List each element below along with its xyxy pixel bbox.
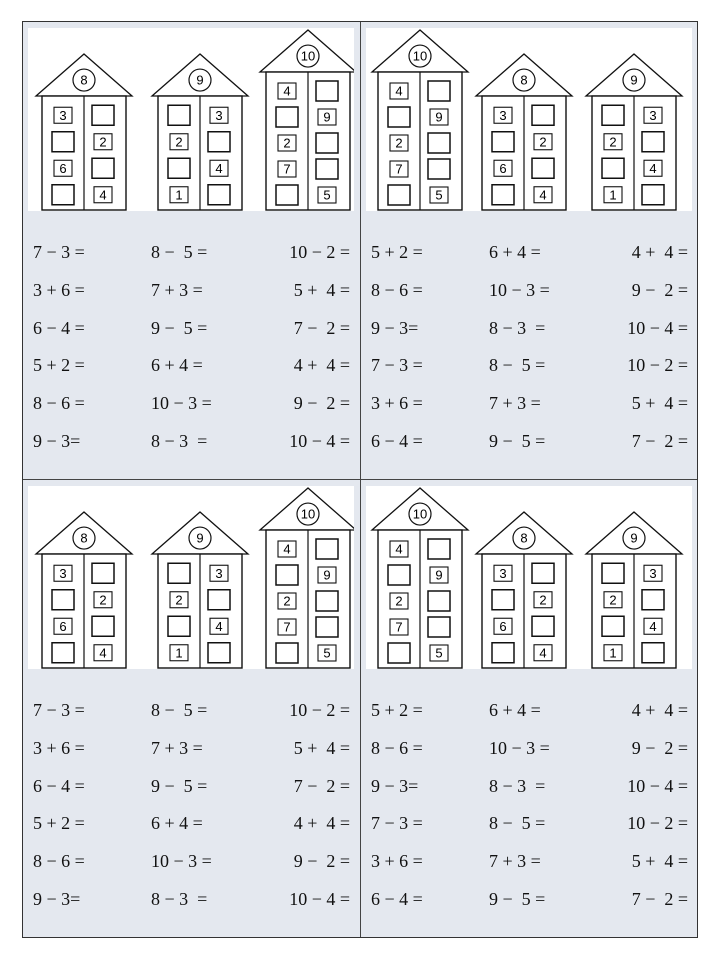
house-number: 10	[300, 506, 316, 522]
math-problem: 9 − 3=	[33, 889, 81, 909]
window-box	[602, 105, 624, 125]
window-box	[316, 591, 338, 611]
window-number: 6	[59, 618, 67, 634]
window-number: 2	[539, 592, 547, 608]
math-problem: 8 − 5 =	[489, 355, 546, 375]
worksheet-panel	[23, 480, 360, 937]
window-box	[276, 107, 298, 127]
window-box	[602, 563, 624, 583]
houses-drawing	[28, 486, 354, 669]
window-box	[92, 158, 114, 178]
house-number: 8	[520, 72, 528, 88]
math-problem: 10 − 2 =	[289, 700, 350, 720]
math-problem: 10 − 4 =	[627, 318, 688, 338]
math-problem: 3 + 6 =	[371, 851, 423, 871]
window-number: 2	[283, 593, 291, 609]
window-number: 3	[499, 107, 507, 123]
window-number: 7	[283, 161, 291, 177]
window-number: 3	[215, 565, 223, 581]
math-problem: 6 + 4 =	[151, 813, 203, 833]
problem-row	[361, 280, 698, 306]
math-problem: 8 − 6 =	[371, 280, 423, 300]
math-problem: 8 − 6 =	[33, 851, 85, 871]
window-number: 3	[59, 107, 67, 123]
window-number: 5	[435, 645, 443, 661]
houses-drawing	[366, 486, 692, 669]
window-box	[276, 185, 298, 205]
problem-row	[23, 280, 360, 306]
window-box	[316, 617, 338, 637]
window-number: 4	[99, 645, 107, 661]
window-number: 4	[649, 160, 657, 176]
houses-strip	[28, 28, 354, 211]
house	[476, 54, 572, 210]
math-problem: 4 + 4 =	[293, 813, 350, 833]
math-problem: 5 + 4 =	[293, 280, 350, 300]
math-problem: 9 − 5 =	[489, 889, 546, 909]
window-box	[532, 158, 554, 178]
problem-row	[361, 851, 698, 877]
math-problem: 8 − 3 =	[489, 318, 546, 338]
math-problem: 5 + 2 =	[371, 242, 423, 262]
house	[260, 488, 354, 668]
math-problem: 7 − 2 =	[631, 889, 688, 909]
window-number: 6	[499, 618, 507, 634]
math-problem: 6 − 4 =	[371, 431, 423, 451]
problem-row	[361, 738, 698, 764]
math-problem: 10 − 3 =	[151, 393, 212, 413]
house	[586, 512, 682, 668]
math-problem: 5 + 2 =	[33, 355, 85, 375]
window-box	[642, 590, 664, 610]
window-number: 4	[539, 645, 547, 661]
window-number: 4	[215, 618, 223, 634]
window-number: 1	[609, 187, 617, 203]
window-number: 1	[175, 645, 183, 661]
math-problem: 4 + 4 =	[631, 700, 688, 720]
house-number: 10	[300, 48, 316, 64]
math-problem: 7 − 3 =	[33, 700, 85, 720]
window-box	[388, 643, 410, 663]
window-box	[276, 565, 298, 585]
window-number: 4	[215, 160, 223, 176]
math-problem: 10 − 2 =	[289, 242, 350, 262]
window-number: 4	[283, 83, 291, 99]
window-number: 7	[395, 619, 403, 635]
window-number: 2	[395, 593, 403, 609]
math-problem: 9 − 2 =	[631, 280, 688, 300]
window-number: 2	[175, 592, 183, 608]
window-box	[92, 563, 114, 583]
window-box	[428, 539, 450, 559]
problem-row	[361, 318, 698, 344]
house-number: 9	[630, 72, 638, 88]
window-number: 4	[649, 618, 657, 634]
math-problem: 6 + 4 =	[151, 355, 203, 375]
house	[36, 54, 132, 210]
window-box	[602, 158, 624, 178]
math-problem: 7 + 3 =	[151, 280, 203, 300]
window-box	[276, 643, 298, 663]
window-box	[168, 563, 190, 583]
problem-row	[23, 393, 360, 419]
math-problem: 8 − 5 =	[151, 700, 208, 720]
window-box	[208, 590, 230, 610]
house	[586, 54, 682, 210]
houses-strip	[366, 486, 692, 669]
window-box	[642, 643, 664, 663]
math-problem: 7 − 2 =	[631, 431, 688, 451]
house-number: 10	[412, 48, 428, 64]
window-number: 2	[395, 135, 403, 151]
math-problem: 6 + 4 =	[489, 700, 541, 720]
problem-row	[361, 889, 698, 915]
window-box	[428, 81, 450, 101]
math-problem: 5 + 4 =	[631, 851, 688, 871]
math-problem: 9 − 3=	[371, 776, 419, 796]
window-number: 9	[323, 567, 331, 583]
house	[260, 30, 354, 210]
window-number: 3	[215, 107, 223, 123]
math-problem: 3 + 6 =	[33, 738, 85, 758]
window-box	[52, 643, 74, 663]
math-problem: 9 − 2 =	[293, 393, 350, 413]
worksheet	[22, 21, 698, 938]
house	[152, 512, 248, 668]
problem-row	[23, 242, 360, 268]
window-box	[492, 132, 514, 152]
worksheet-panel	[361, 22, 698, 479]
window-number: 6	[499, 160, 507, 176]
window-box	[642, 185, 664, 205]
math-problem: 9 − 5 =	[489, 431, 546, 451]
math-problem: 5 + 2 =	[371, 700, 423, 720]
window-box	[316, 81, 338, 101]
house-number: 10	[412, 506, 428, 522]
house-number: 9	[196, 530, 204, 546]
house	[372, 30, 468, 210]
houses-drawing	[366, 28, 692, 211]
houses-strip	[366, 28, 692, 211]
math-problem: 9 − 3=	[33, 431, 81, 451]
window-box	[168, 105, 190, 125]
window-number: 5	[323, 187, 331, 203]
math-problem: 7 + 3 =	[151, 738, 203, 758]
window-number: 9	[323, 109, 331, 125]
window-box	[492, 590, 514, 610]
window-number: 4	[283, 541, 291, 557]
math-problem: 7 − 2 =	[293, 776, 350, 796]
window-box	[532, 105, 554, 125]
math-problem: 6 − 4 =	[371, 889, 423, 909]
window-box	[52, 185, 74, 205]
math-problem: 10 − 4 =	[289, 889, 350, 909]
problem-row	[23, 431, 360, 457]
window-number: 2	[283, 135, 291, 151]
problem-row	[361, 242, 698, 268]
math-problem: 7 + 3 =	[489, 851, 541, 871]
math-problem: 5 + 4 =	[631, 393, 688, 413]
house	[152, 54, 248, 210]
problem-row	[23, 813, 360, 839]
math-problem: 7 − 3 =	[371, 813, 423, 833]
math-problem: 7 − 2 =	[293, 318, 350, 338]
window-box	[388, 565, 410, 585]
math-problem: 10 − 4 =	[289, 431, 350, 451]
problem-row	[23, 738, 360, 764]
window-number: 7	[283, 619, 291, 635]
math-problem: 8 − 6 =	[33, 393, 85, 413]
window-number: 2	[539, 134, 547, 150]
window-box	[428, 133, 450, 153]
window-number: 9	[435, 109, 443, 125]
window-box	[316, 539, 338, 559]
window-number: 3	[499, 565, 507, 581]
window-box	[492, 643, 514, 663]
math-problem: 6 − 4 =	[33, 318, 85, 338]
math-problem: 8 − 6 =	[371, 738, 423, 758]
math-problem: 10 − 3 =	[489, 738, 550, 758]
window-box	[168, 158, 190, 178]
window-number: 5	[323, 645, 331, 661]
house	[36, 512, 132, 668]
problem-row	[361, 431, 698, 457]
window-box	[208, 185, 230, 205]
house-number: 9	[196, 72, 204, 88]
window-box	[388, 107, 410, 127]
math-problem: 10 − 4 =	[627, 776, 688, 796]
math-problem: 4 + 4 =	[293, 355, 350, 375]
math-problem: 8 − 3 =	[151, 431, 208, 451]
window-number: 4	[395, 83, 403, 99]
problem-row	[361, 355, 698, 381]
window-number: 3	[59, 565, 67, 581]
math-problem: 10 − 2 =	[627, 355, 688, 375]
problem-row	[23, 355, 360, 381]
window-box	[52, 132, 74, 152]
math-problem: 7 − 3 =	[371, 355, 423, 375]
house-number: 8	[520, 530, 528, 546]
math-problem: 4 + 4 =	[631, 242, 688, 262]
window-number: 1	[175, 187, 183, 203]
math-problem: 8 − 5 =	[151, 242, 208, 262]
problem-row	[23, 776, 360, 802]
math-problem: 7 + 3 =	[489, 393, 541, 413]
window-box	[52, 590, 74, 610]
window-number: 2	[609, 134, 617, 150]
window-box	[208, 132, 230, 152]
math-problem: 9 − 2 =	[293, 851, 350, 871]
math-problem: 7 − 3 =	[33, 242, 85, 262]
window-number: 3	[649, 565, 657, 581]
window-box	[492, 185, 514, 205]
math-problem: 8 − 5 =	[489, 813, 546, 833]
math-problem: 10 − 3 =	[151, 851, 212, 871]
math-problem: 9 − 2 =	[631, 738, 688, 758]
problem-row	[23, 889, 360, 915]
window-box	[316, 159, 338, 179]
window-box	[532, 616, 554, 636]
problem-row	[361, 700, 698, 726]
window-box	[642, 132, 664, 152]
window-box	[168, 616, 190, 636]
math-problem: 10 − 2 =	[627, 813, 688, 833]
problem-row	[361, 813, 698, 839]
window-box	[428, 591, 450, 611]
window-box	[208, 643, 230, 663]
math-problem: 10 − 3 =	[489, 280, 550, 300]
house	[476, 512, 572, 668]
window-number: 2	[609, 592, 617, 608]
window-box	[316, 133, 338, 153]
math-problem: 9 − 3=	[371, 318, 419, 338]
window-number: 2	[99, 134, 107, 150]
math-problem: 3 + 6 =	[371, 393, 423, 413]
window-number: 5	[435, 187, 443, 203]
window-box	[602, 616, 624, 636]
window-box	[532, 563, 554, 583]
window-box	[428, 617, 450, 637]
house-number: 8	[80, 530, 88, 546]
problem-row	[23, 700, 360, 726]
window-number: 1	[609, 645, 617, 661]
window-number: 9	[435, 567, 443, 583]
window-box	[92, 616, 114, 636]
problem-row	[361, 776, 698, 802]
window-box	[92, 105, 114, 125]
problem-row	[361, 393, 698, 419]
window-number: 4	[539, 187, 547, 203]
math-problem: 8 − 3 =	[489, 776, 546, 796]
math-problem: 5 + 2 =	[33, 813, 85, 833]
math-problem: 6 − 4 =	[33, 776, 85, 796]
math-problem: 9 − 5 =	[151, 776, 208, 796]
math-problem: 8 − 3 =	[151, 889, 208, 909]
house	[372, 488, 468, 668]
math-problem: 6 + 4 =	[489, 242, 541, 262]
window-number: 3	[649, 107, 657, 123]
window-number: 4	[395, 541, 403, 557]
houses-strip	[28, 486, 354, 669]
window-number: 2	[99, 592, 107, 608]
house-number: 9	[630, 530, 638, 546]
houses-drawing	[28, 28, 354, 211]
math-problem: 5 + 4 =	[293, 738, 350, 758]
window-number: 6	[59, 160, 67, 176]
worksheet-panel	[23, 22, 360, 479]
problem-row	[23, 851, 360, 877]
window-number: 4	[99, 187, 107, 203]
window-box	[388, 185, 410, 205]
window-number: 7	[395, 161, 403, 177]
window-box	[428, 159, 450, 179]
worksheet-panel	[361, 480, 698, 937]
math-problem: 3 + 6 =	[33, 280, 85, 300]
problem-row	[23, 318, 360, 344]
window-number: 2	[175, 134, 183, 150]
math-problem: 9 − 5 =	[151, 318, 208, 338]
house-number: 8	[80, 72, 88, 88]
